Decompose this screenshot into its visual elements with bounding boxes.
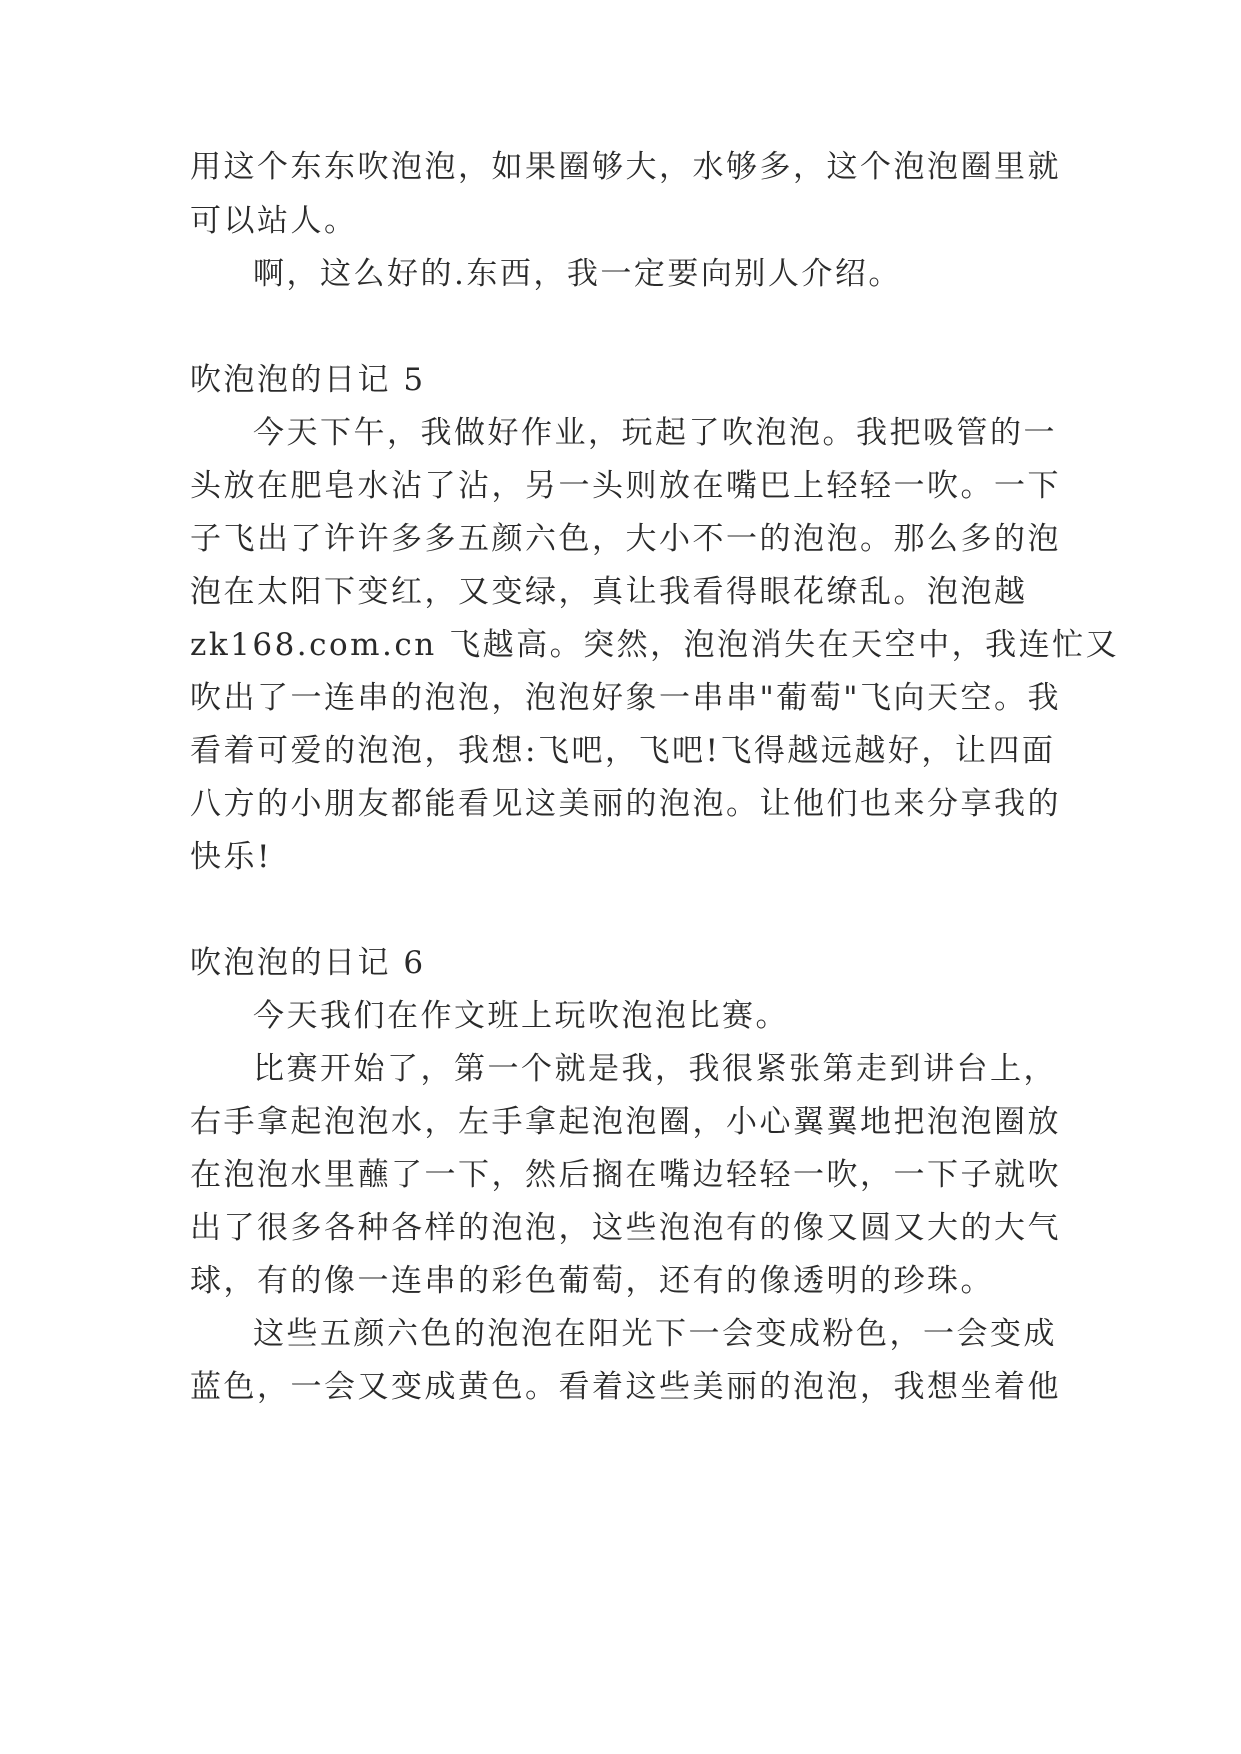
paragraph-line: 比赛开始了，第一个就是我，我很紧张第走到讲台上， (253, 1051, 1057, 1087)
paragraph-line: 快乐! (190, 839, 272, 875)
section-title: 吹泡泡的日记 6 (190, 945, 426, 981)
paragraph-line: 八方的小朋友都能看见这美丽的泡泡。让他们也来分享我的 (190, 786, 1061, 822)
section-title: 吹泡泡的日记 5 (190, 362, 426, 398)
paragraph-line: 看着可爱的泡泡，我想:飞吧，飞吧!飞得越远越好，让四面 (190, 733, 1056, 769)
paragraph-line: 今天下午，我做好作业，玩起了吹泡泡。我把吸管的一 (253, 415, 1057, 451)
paragraph-line: zk168.com.cn 飞越高。突然，泡泡消失在天空中，我连忙又 (190, 627, 1120, 663)
paragraph-line: 这些五颜六色的泡泡在阳光下一会变成粉色，一会变成 (253, 1316, 1057, 1352)
paragraph-line: 可以站人。 (190, 203, 358, 239)
paragraph-line: 出了很多各种各样的泡泡，这些泡泡有的像又圆又大的大气 (190, 1210, 1061, 1246)
paragraph-line: 泡在太阳下变红，又变绿，真让我看得眼花缭乱。泡泡越 (190, 574, 1028, 610)
paragraph-line: 球，有的像一连串的彩色葡萄，还有的像透明的珍珠。 (190, 1263, 994, 1299)
paragraph-line: 吹出了一连串的泡泡，泡泡好象一串串"葡萄"飞向天空。我 (190, 680, 1062, 716)
paragraph-line: 今天我们在作文班上玩吹泡泡比赛。 (253, 998, 789, 1034)
paragraph-line: 子飞出了许许多多五颜六色，大小不一的泡泡。那么多的泡 (190, 521, 1061, 557)
paragraph-line: 啊，这么好的.东西，我一定要向别人介绍。 (253, 256, 902, 292)
paragraph-line: 右手拿起泡泡水，左手拿起泡泡圈，小心翼翼地把泡泡圈放 (190, 1104, 1061, 1140)
paragraph-line: 头放在肥皂水沾了沾，另一头则放在嘴巴上轻轻一吹。一下 (190, 468, 1061, 504)
paragraph-line: 在泡泡水里蘸了一下，然后搁在嘴边轻轻一吹，一下子就吹 (190, 1157, 1061, 1193)
paragraph-line: 用这个东东吹泡泡，如果圈够大，水够多，这个泡泡圈里就 (190, 149, 1061, 185)
paragraph-line: 蓝色，一会又变成黄色。看着这些美丽的泡泡，我想坐着他 (190, 1369, 1061, 1405)
